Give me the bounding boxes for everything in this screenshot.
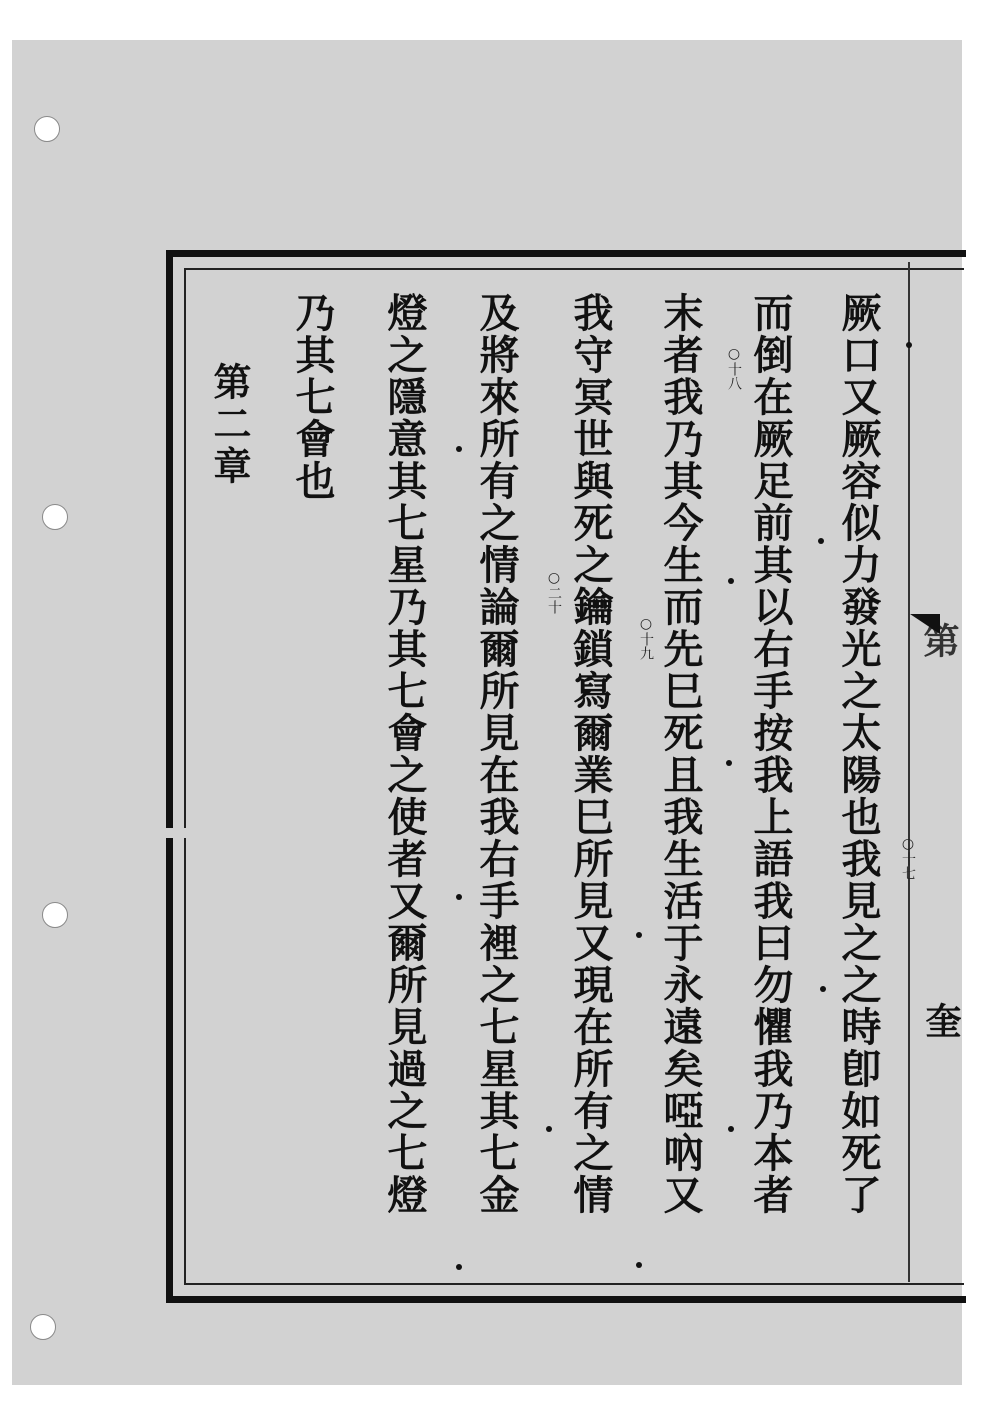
punctuation-mark xyxy=(820,986,826,992)
binder-hole xyxy=(30,1314,56,1340)
punctuation-mark xyxy=(906,342,912,348)
text-column-4: 我守冥世與死之鑰鎖寫爾業巳所見又現在所有之情 xyxy=(567,292,614,1216)
punctuation-mark xyxy=(456,446,462,452)
punctuation-mark xyxy=(726,760,732,766)
adjacent-page-fragment: 奎 xyxy=(920,1002,962,1038)
adjacent-page-strip xyxy=(908,262,964,1282)
fish-tail-mark xyxy=(910,614,940,634)
text-column-7: 乃其七會也 xyxy=(289,292,336,502)
punctuation-mark xyxy=(728,578,734,584)
binder-hole xyxy=(42,902,68,928)
binder-hole xyxy=(42,504,68,530)
text-column-3: 末者我乃其今生而先巳死且我生活于永遠矣啞吶又 xyxy=(657,292,704,1216)
punctuation-mark xyxy=(636,932,642,938)
text-column-5: 及將來所有之情論爾所見在我右手裡之七星其七金 xyxy=(473,292,520,1216)
punctuation-mark xyxy=(546,1126,552,1132)
adjacent-page-fragment: 第 xyxy=(918,622,960,658)
verse-note: ○十九 xyxy=(638,616,654,660)
verse-note: ○十八 xyxy=(726,346,742,390)
punctuation-mark xyxy=(728,1126,734,1132)
verse-note: ○二十 xyxy=(546,570,562,614)
text-column-2: 而倒在厥足前其以右手按我上語我曰勿懼我乃本者 xyxy=(747,292,794,1216)
binder-hole xyxy=(34,116,60,142)
frame-gap xyxy=(160,828,194,838)
punctuation-mark xyxy=(636,1262,642,1268)
punctuation-mark xyxy=(818,538,824,544)
text-column-1: 厥口又厥容似力發光之太陽也我見之之時卽如死了 xyxy=(835,292,882,1216)
chapter-heading: 第二章 xyxy=(207,362,252,488)
verse-note: ○十七 xyxy=(900,836,916,880)
punctuation-mark xyxy=(456,894,462,900)
text-column-6: 燈之隱意其七星乃其七會之使者又爾所見過之七燈 xyxy=(381,292,428,1216)
punctuation-mark xyxy=(456,1264,462,1270)
